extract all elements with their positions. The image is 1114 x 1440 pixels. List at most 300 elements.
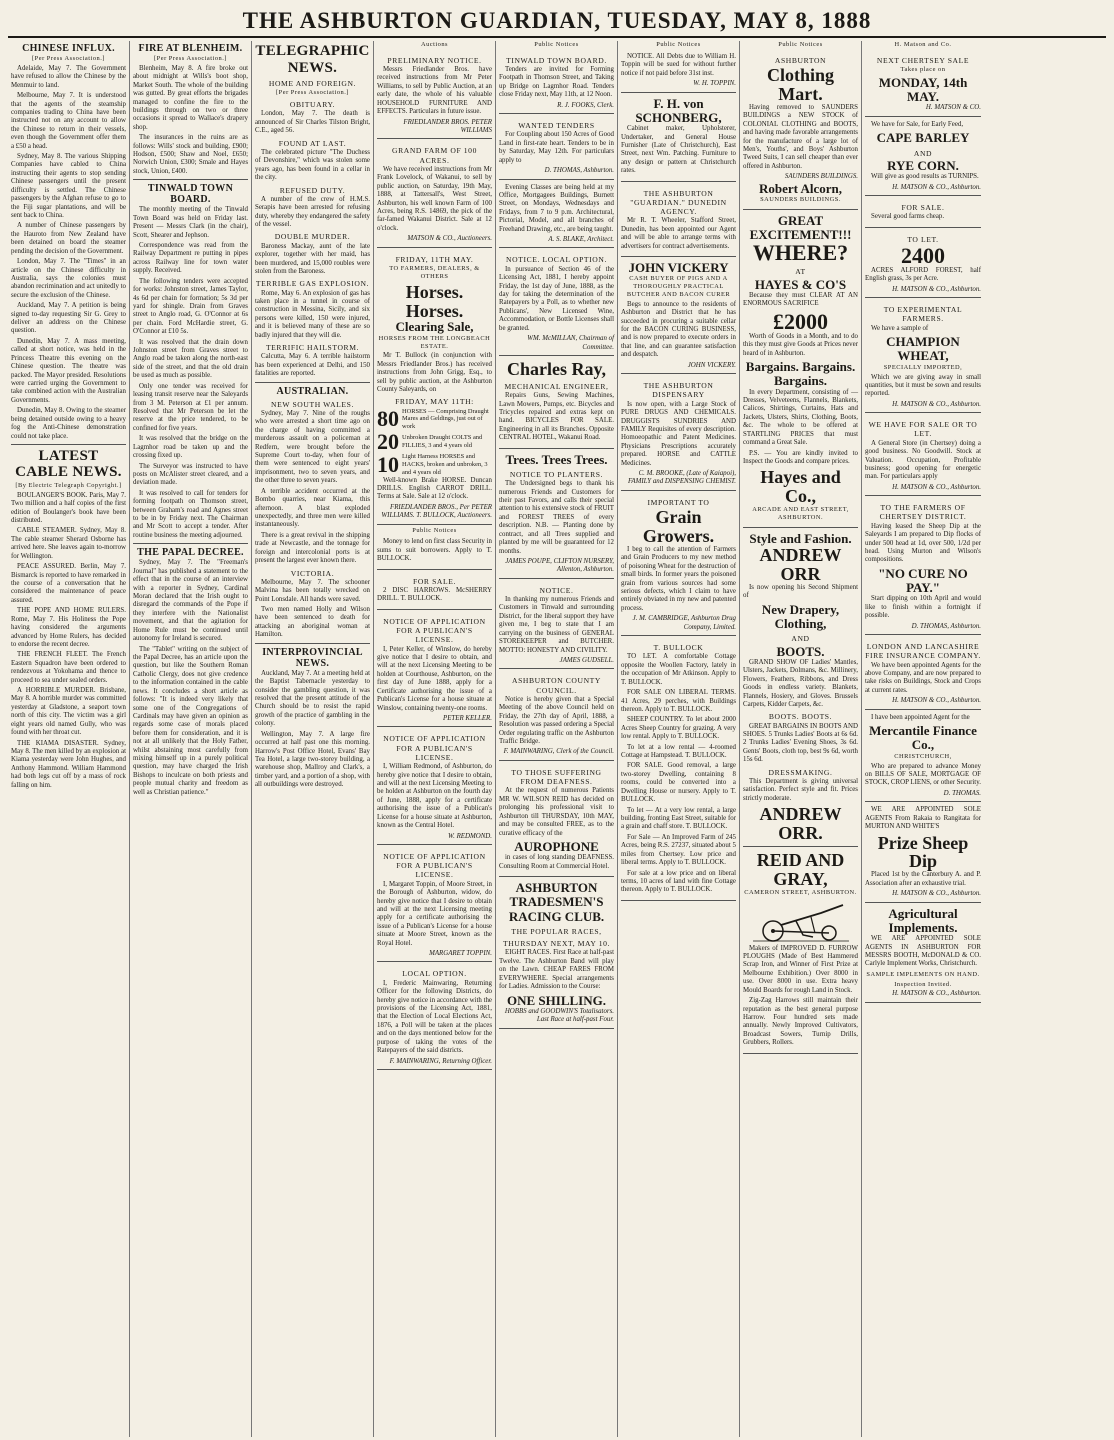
article-paragraph: Calcutta, May 6. A terrible hailstorm has been experienced at Delhi, and 150 fatalities are reported. — [255, 353, 370, 378]
ad-date: THURSDAY NEXT, MAY 10. — [502, 939, 611, 949]
column-label: Public Notices — [778, 41, 823, 48]
ad-preliminary-notice — [377, 51, 492, 140]
ad-grain-growers — [621, 493, 736, 636]
ad-farms-for-sale — [865, 198, 981, 228]
ad-body: A General Store (in Chertsey) doing a good business. No Goodwill. Stock at Valuation. Occupation, Profitable business; good opening for energetic man. For particulars apply — [865, 439, 981, 481]
ad-display-heading: Clothing, — [774, 616, 827, 632]
ad-body: P.S. — You are kindly invited to Inspect the Goods and compare prices. — [743, 449, 858, 465]
article-paragraph: It was resolved that the bridge on the Lagmhor road be taken up and the crossing fixed up. — [133, 435, 248, 460]
article-paragraph: Dunedin, May 8. Owing to the steamer being detained outside owing to a heavy fog the Anti-Chinese demonstration could not take place. — [11, 407, 126, 440]
ad-subheading: SAMPLE IMPLEMENTS ON HAND. — [866, 970, 980, 978]
ad-body: Placed 1st by the Canterbury A. and P. Association after an exhaustive trial. — [865, 871, 981, 887]
ad-signature: H. MATSON & CO., Ashburton. — [892, 890, 981, 898]
ad-body: I, Peter Keller, of Winslow, do hereby give notice that I desire to obtain, and will at the next Licensing Meeting to be holden at Courthouse, Ashburton, on the first day of June 1888, apply for a Certificate authorising the issue of a Publican's License for a house situate at Winslow, containing twenty-one rooms. — [377, 645, 492, 712]
ad-subheading: BOOTS. BOOTS. — [768, 712, 833, 722]
ad-body: Mr R. T. Wheeler, Stafford Street, Dunedin, has been appointed our Agent and will be able to arrange terms with advertisers for contract advertisements. — [621, 217, 736, 250]
ad-signature: JAMES GUDSELL. — [559, 657, 614, 665]
ad-subheading: HORSES FROM THE LONGBEACH ESTATE. — [378, 334, 491, 350]
ad-money-to-lend — [377, 536, 492, 569]
ad-display-heading: ANDREW ORR — [759, 545, 842, 584]
column-1 — [8, 41, 130, 1437]
ad-charles-ray — [499, 358, 614, 449]
ad-signature: MARGARET TOPPIN. — [429, 950, 492, 958]
article-paragraph: THE POPE AND HOME RULERS. Rome, May 7. His Holiness the Pope having considered the arguments advanced by Home Rulers, has decided to endorse the recent decree. — [11, 607, 126, 648]
ad-body: GRAND SHOW OF Ladies' Mantles, Ulsters, Jackets, Dolmans, &c. Millinery, Flowers, Feathers, Ribbons, and Dress Goods in endless variety. Blankets, Flannels, Hosiery, and Gloves. Brussels Carpets, Kidder Carpets, &c. — [743, 658, 858, 708]
ad-body: WE ARE APPOINTED SOLE AGENTS From Rakaia to Rangitata for MURTON AND WHITE'S — [865, 806, 981, 831]
ad-body: In pursuance of Section 46 of the Licensing Act, 1881, I hereby appoint Friday, the 1st day of June, 1888, as the day for taking the determination of the Ratepayers by a Poll, as to whether new Publicans', New Licensed Wine, Accommodation, or Bottle Licenses shall be granted. — [499, 265, 614, 332]
article-paragraph: It was resolved to call for tenders for forming footpath on Thomson street, between Graham's road and Agnes street to be in by Friday next. The Chairman and Mr Scott to accept a tender. After routine business the meeting adjourned. — [133, 489, 248, 539]
column-6 — [618, 41, 740, 1437]
ad-county-council — [499, 671, 614, 760]
ad-local-option-notice — [499, 250, 614, 355]
ad-body: In every Department, consisting of — Dresses, Velveteens, Flannels, Blankets, Calicos, Shirtings, Curtains, Hats and Jackets, Ulsters, Shirts, Clothing, Boots, &c. The whole to be offered at STARTLING PRICES that must command a Great Sale. — [743, 388, 858, 447]
ad-display-heading: RYE CORN. — [887, 157, 959, 173]
ad-title: Clearing Sale, — [395, 319, 474, 335]
ad-body: We have been appointed Agents for the above Company, and are now prepared to take risks on Buildings, Stock and Crops at current rates. — [865, 661, 981, 694]
ad-signature: H. MATSON & CO., Ashburton. — [892, 990, 981, 998]
ad-body: Several good farms cheap. — [871, 213, 945, 221]
ad-bullock-listings — [621, 638, 736, 901]
article-paragraph: Melbourne, May 7. It is understood that the agents of the steamship companies trading to China have been instructed not on any account to allow the Chinese to return in their vessels, even though the Government offer them a £50 a head. — [11, 92, 126, 150]
article-paragraph: PEACE ASSURED. Berlin, May 7. Bismarck is reported to have remarked in the course of a conversation that he considered the maintenance of peace assured. — [11, 563, 126, 604]
ad-body: Tenders are invited for Forming Footpath in Thomson Street, and Taking up Bridge on Lagmhor Road. Tenders close Friday next, May 11th, at 12 Noon. — [499, 66, 614, 99]
ad-john-vickery — [621, 259, 736, 374]
ad-toppin-notice — [621, 51, 736, 93]
ad-body: I have been appointed Agent for the — [871, 713, 970, 721]
lot-row — [377, 408, 492, 431]
ad-heading: WANTED TENDERS — [518, 121, 595, 131]
ad-sheep-dip-chertsey — [865, 498, 981, 635]
press-credit: [Per Press Association.] — [276, 89, 349, 97]
ad-display-heading: WHERE? — [752, 240, 849, 266]
article-paragraph: The monthly meeting of the Tinwald Town Board was held on Friday last. Present — Messrs Clark (in the chair), Scott, Shearer and Jephson. — [133, 206, 248, 239]
article-paragraph: A number of the crew of H.M.S. Serapis have been arrested for refusing duty, whereby they endangered the safety of the vessel. — [255, 195, 370, 229]
ad-body: Notice is hereby given that a Special Meeting of the above Council held on Friday, the 27th day of April, 1888, a Resolution was passed ordering a Special Order regulating traffic on the Ashburton Traffic Bridge. — [499, 695, 614, 746]
article-paragraph: THE KIAMA DISASTER. Sydney, May 8. The men killed by an explosion at Kiama yesterday were John Hughes, and Anthony Hammond. William Hammond had both legs cut off by a mass of rock falling on him. — [11, 739, 126, 789]
ad-body: FOR SALE. Good removal, a large two-storey Dwelling, containing 8 rooms, could be converted into a Dwelling House or nursery. Apply to T. BULLOCK. — [621, 762, 736, 804]
ad-body: This Department is giving universal satisfaction. Perfect style and fit. Prices strictly moderate. — [743, 778, 858, 802]
ad-signature: W. REDMOND. — [448, 832, 492, 840]
article-paragraph: Auckland, May 7. At a meeting held at the Baptist Tabernacle yesterday to consider the gambling question, it was resolved that the present attitude of the Church should be to resist the rapid growth of the practice of gambling in the colony. — [255, 669, 370, 728]
ad-display-heading: F. H. von SCHONBERG, — [635, 95, 722, 125]
ad-display-heading: Horses. Horses. — [405, 281, 464, 321]
ad-body: Zig-Zag Harrows still maintain their reputation as the best general purpose Harrow. Four hundred sets made annually. Newly Improved Cultivators, Broadcast Sowers, Turnip Drills, Grubbers, Rollers. — [743, 997, 858, 1047]
ad-body: Having leased the Sheep Dip at the Saleyards I am prepared to Dip flocks of under 500 head at 1d, over 500, 1/2d per head. Using Murton and Wilson's compositions. — [865, 522, 981, 564]
ad-display-heading: BOOTS. — [776, 643, 825, 659]
ad-body: TO LET. A comfortable Cottage opposite the Woollen Factory, lately in the occupation of Mr Atkinson. Apply to T. BULLOCK. — [621, 653, 736, 686]
ad-body: Evening Classes are being held at my Office, Mortgagees Buildings, Burnett Street, on Mondays, Wednesdays and Fridays, from 7 to 9 p.m. Architectural, Pictorial, Model, and all branches of Freehand Drawing, etc., are being taught. — [499, 183, 614, 233]
ad-body: At the request of numerous Patients MR W. WILSON REID has decided on prolonging his professional visit to Ashburton till THURSDAY, 10th MAY, and may be consulted FREE, as to the curative efficacy of the — [499, 787, 614, 837]
article-paragraph: Only one tender was received for leasing transit reserve near the Saleyards from 3 M. Peterson at £1 per annum. Resolved that Mr Peterson be let the reserve at the price tendered, to be confined for five years. — [133, 382, 248, 432]
ad-heading: LONDON AND LANCASHIRE FIRE INSURANCE COMPANY. — [865, 642, 981, 661]
ad-heading: GRAND FARM OF 100 ACRES. — [392, 146, 477, 165]
ad-display-heading: "NO CURE NO PAY." — [878, 565, 968, 596]
ad-body: Because they must CLEAR AT AN ENORMOUS SACRIFICE — [743, 291, 858, 308]
ad-tinwald-tenders — [499, 51, 614, 114]
ad-heading: FOR SALE. — [901, 203, 945, 212]
headline-latest-cable-news: LATEST CABLE NEWS. — [15, 447, 122, 481]
ad-display-heading: CAPE BARLEY — [876, 130, 970, 146]
ad-heading: NOTICE. — [539, 585, 574, 595]
ad-andrew-orr — [743, 530, 858, 847]
ad-heading: NOTICE. LOCAL OPTION. — [506, 255, 607, 265]
ad-body: WE ARE APPOINTED SOLE AGENTS IN ASHBURTON FOR MESSRS BOOTH, McDONALD & CO. Carlyle Implement Works, Christchurch. — [865, 935, 981, 968]
divider — [133, 543, 248, 544]
ad-amount: £2000 — [773, 308, 828, 334]
ad-subheading: TO FARMERS, DEALERS, & OTHERS — [389, 264, 480, 280]
ad-signature: F. MAINWARING, Returning Officer. — [389, 1057, 492, 1065]
press-credit: [Per Press Association.] — [154, 55, 227, 62]
ad-subheading: NOTICE TO PLANTERS. — [509, 469, 604, 479]
ad-display-heading: CHAMPION WHEAT, — [886, 334, 960, 364]
ad-display-heading: Grain Growers. — [642, 507, 715, 547]
ad-heading: THE ASHBURTON DISPENSARY — [643, 381, 714, 400]
lot-row — [377, 431, 492, 453]
article-paragraph: London, May 7. The death is announced of Sir Charles Tilston Bright, C.E., aged 56. — [255, 110, 370, 135]
article-paragraph: The insurances in the ruins are as follows: Wills' stock and building, £900; Hodson, £500; Shaw and Noel, £650; Norwich Union, £300; Smale and Hayes stock, Union, £400. — [133, 134, 248, 175]
ad-display-heading: New Drapery, — [761, 601, 840, 617]
ad-heading: PRELIMINARY NOTICE. — [387, 55, 482, 65]
section-home-foreign: HOME AND FOREIGN. — [268, 79, 357, 88]
ad-display-heading: JOHN VICKERY — [628, 260, 729, 276]
column-8 — [862, 41, 984, 1437]
column-label: Auctions — [420, 41, 449, 48]
article-paragraph: Dunedin, May 7. A mass meeting, called at short notice, was held in the Princess Theatre this evening on the Chinese question. The theatre was packed. The Mayor presided. Resolutions were carried urging the Government to take combined action with the Australian Governments. — [11, 337, 126, 404]
article-paragraph: CABLE STEAMER. Sydney, May 8. The cable steamer Sherard Osborne has arrived here. She leaves again to-morrow for Wellington. — [11, 527, 126, 560]
ad-signature: JOHN VICKERY. — [687, 361, 736, 369]
ad-subheading: CAMERON STREET, ASHBURTON. — [744, 888, 857, 896]
column-4 — [374, 41, 496, 1437]
ad-subheading: DRESSMAKING. — [768, 767, 833, 777]
article-paragraph: Two men named Holly and Wilson have been sentenced to death for attacking an aboriginal woman at Hamilton. — [255, 606, 370, 639]
lot-text: Light Harness HORSES and HACKS, broken and unbroken, 3 and 4 years old — [402, 453, 488, 476]
ad-body: Begs to announce to the residents of Ashburton and District that he has succeeded in procuring a suitable cellar for the BACON CURING BUSINESS, and is now prepared to execute orders in that line, and can guarantee satisfaction and despatch. — [621, 300, 736, 359]
ad-connector: AT — [795, 267, 806, 277]
article-paragraph: Correspondence was read from the Railway Department re putting in pipes across Railway line for town water supply. Received. — [133, 241, 248, 275]
ad-signature: WM. McMILLAN, Chairman of Committee. — [527, 335, 614, 351]
ad-heading: THE ASHBURTON "GUARDIAN." DUNEDIN AGENCY. — [630, 188, 727, 217]
ad-body: Money to lend on first class Security in sums to suit borrowers. Apply to T. BULLOCK. — [377, 538, 492, 563]
ad-price: ONE SHILLING. — [507, 992, 606, 1008]
ad-display-heading: Prize Sheep Dip — [877, 832, 969, 872]
ad-subheading: SPECIALLY IMPORTED, — [883, 363, 963, 371]
column-label: Public Notices — [412, 526, 457, 534]
lot-number: 20 — [377, 429, 399, 455]
ad-body: Start dipping on 10th April and would like to finish within a fortnight if possible. — [865, 595, 981, 620]
headline-australian: AUSTRALIAN. — [276, 385, 349, 397]
ad-heading: TO EXPERIMENTAL FARMERS. — [883, 305, 963, 324]
ad-body: Makers of IMPROVED D. FURROW PLOUGHS (Made of Best Hammered Scrap Iron, and Winner of First Prize at Melbourne Exhibition.) Over 8000 in use. Over 8000 in use. Extra heavy Mould Boards for rough Land in Stock. — [743, 944, 858, 994]
ad-signature: H. MATSON & CO., Ashburton. — [892, 183, 981, 191]
ad-body: To let at a low rental — 4-roomed Cottage at Hampstead. T. BULLOCK. — [621, 743, 736, 760]
article-paragraph: It was resolved that the drain down Johnston street from Graves street to Anglo road be taken along the north-east side of the street, and that the old drain be used as much as possible. — [133, 338, 248, 380]
ad-body: Is now opening his Second Shipment of — [743, 583, 858, 600]
ad-deafness — [499, 763, 614, 877]
ad-body: We have received instructions from Mr Frank Lovelock, of Wakanui, to sell by public auction, on Saturday, 19th May, 1888, at Tattersall's, West Street, Ashburton, his well known Farm of 100 Acres, being R.S. 14869, the pick of the far-famed Wakanui District. Sale at 12 o'clock. — [377, 165, 492, 232]
ad-body: I, Frederic Mainwaring, Returning Officer for the following Districts, do hereby give notice in accordance with the provisions of the Licensing Act, 1881, that the Election of Local Elections Act, 1876, a Poll will be taken at the places and on the days mentioned below for the purpose of taking the votes of the Ratepayers of the said districts. — [377, 979, 492, 1055]
ad-body: For Sale — An Improved Farm of 245 Acres, being R.S. 27237, situated about 5 miles from Chertsey. Low price and liberal terms. Apply to T. BULLOCK. — [621, 833, 736, 867]
masthead: THE ASHBURTON GUARDIAN, TUESDAY, MAY 8, 1888 — [8, 6, 1106, 38]
column-label: Public Notices — [656, 41, 701, 48]
ad-reid-and-gray — [743, 849, 858, 1054]
ad-signature: PETER KELLER. — [442, 714, 492, 722]
ad-signature: H. MATSON & CO., Ashburton. — [892, 400, 981, 408]
subhead: TERRIBLE GAS EXPLOSION. — [255, 279, 370, 289]
ad-subheading: IMPORTANT TO — [647, 497, 710, 507]
lot-number: 10 — [377, 451, 399, 477]
ad-signature: A. S. BLAKE, Architect. — [548, 236, 614, 244]
ad-fire-insurance — [865, 637, 981, 710]
ad-display-heading: Robert Alcorn, — [758, 180, 843, 196]
ad-chertsey-sale — [865, 51, 981, 117]
ad-heading: TINWALD TOWN BOARD. — [506, 55, 607, 65]
ad-for-sale — [377, 572, 492, 610]
ad-body: Having removed to SAUNDERS BUILDINGS a NEW STOCK of COLONIAL CLOTHING and BOOTS, and having made favorable arrangements for the manufacture of a large lot of Men's, Youths', and Boys' Ashburton Tweed Suits, I can sell cheaper than ever offered in Ashburton. — [743, 103, 858, 170]
ad-body: Messrs Friedlander Bros. have received instructions from Mr Peter Williams, to sell by Public Auction, at an early date, the whole of his valuable HOUSEHOLD FURNITURE AND EFFECTS. Particulars in future issue. — [377, 66, 492, 116]
subhead: TERRIFIC HAILSTORM. — [265, 343, 360, 353]
ad-subheading: ARCADE AND EAST STREET, ASHBURTON. — [752, 506, 849, 521]
article-paragraph: The following tenders were accepted for works: Johnston street, James Taylor, 4s 6d per chain for formation; 5s 3d per yard for shingle. Drain from Graves street to Anglo road, G. O'Connor at 6s per chain. Ford McHardie street, G. O'Connor at £10 5s. — [133, 277, 248, 336]
article-paragraph: The Surveyor was instructed to have posts on McAlister street cleared, and a deviation made. — [133, 462, 248, 487]
ad-signature: SAUNDERS BUILDINGS. — [784, 173, 858, 181]
ad-body: To let — At a very low rental, a large building, fronting East Street, suitable for a grain and chaff store. T. BULLOCK. — [621, 806, 736, 831]
ad-body: Which we are giving away in small quantities, but it must be sown and results reported. — [865, 373, 981, 398]
ad-to-let-2400 — [865, 230, 981, 299]
ad-display-heading: Style and Fashion. — [749, 530, 852, 546]
ad-heading: FOR SALE. — [413, 576, 456, 586]
ad-body: EIGHT RACES. First Race at half-past Twelve. The Ashburton Band will play on the Lawn. CHEAP FARES FROM EVERYWHERE. Special arrangements for Ladies. Admission to the Course: — [499, 949, 614, 991]
ad-signature: D. THOMAS, Ashburton. — [911, 622, 981, 630]
column-label: H. Matson and Co. — [894, 41, 952, 48]
ad-display-heading: Charles Ray, — [507, 358, 606, 379]
ad-body: Is now open, with a Large Stock of PURE DRUGS AND CHEMICALS. DRUGGISTS SUNDRIES AND FAMILY Requisites of every description. Homoeopathic and Patent Medicines. Physicians Prescriptions accurately prepared. HORSE and CATTLE Medicines. — [621, 400, 736, 467]
column-3 — [252, 41, 374, 1437]
headline-fire-at-blenheim: FIRE AT BLENHEIM. — [138, 43, 243, 54]
subhead: VICTORIA. — [290, 568, 335, 578]
column-7 — [740, 41, 862, 1437]
ad-clothing-mart — [743, 51, 858, 210]
ad-display-heading: ANDREW ORR. — [759, 804, 842, 844]
ad-champion-wheat — [865, 300, 981, 413]
ad-date: FRIDAY, 11TH MAY. — [395, 254, 474, 264]
article-paragraph: A HORRIBLE MURDER. Brisbane, May 8. A horrible murder was committed yesterday at Gladstone, a seaport town north of this city. The victim was a girl eight years old named Gully, who was found with her throat cut. — [11, 687, 126, 737]
ad-subheading: MECHANICAL ENGINEER, — [504, 381, 609, 391]
ad-display-heading: Trees. Trees Trees. — [505, 451, 608, 467]
ad-racing-club — [499, 879, 614, 1029]
subhead: FOUND AT LAST. — [278, 138, 347, 148]
ad-signature: H. MATSON & CO., Ashburton. — [892, 285, 981, 293]
headline-interprovincial-news: INTERPROVINCIAL NEWS. — [262, 646, 363, 669]
article-paragraph: Melbourne, May 7. The schooner Malvina has been totally wrecked on Point Lonsdale. All hands were saved. — [255, 578, 370, 603]
ad-license-keller — [377, 612, 492, 728]
headline-telegraphic-news: TELEGRAPHIC NEWS. — [255, 43, 370, 76]
divider — [11, 444, 126, 445]
ad-display-heading: Bargains. Bargains. Bargains. — [745, 359, 856, 389]
ad-dunedin-agency — [621, 184, 736, 257]
ad-evening-classes — [499, 182, 614, 249]
ad-subheading: SAUNDERS BUILDINGS. — [760, 195, 841, 203]
ad-hayes — [743, 212, 858, 528]
headline-papal-decree: THE PAPAL DECREE. — [137, 547, 244, 559]
ad-body: Who are prepared to advance Money on BILLS OF SALE, MORTGAGE OF STOCK, CROP LIENS, or other Security. — [865, 762, 981, 787]
ad-signature: D. THOMAS, Ashburton. — [544, 167, 614, 175]
ad-subheading: CASH BUYER OF PIGS AND A THOROUGHLY PRACTICAL BUTCHER AND BACON CURER — [626, 275, 731, 298]
subhead: NEW SOUTH WALES. — [271, 399, 354, 409]
column-label: Public Notices — [534, 41, 579, 48]
ad-body: The Undersigned begs to thank his numerous Friends and Customers for their past Favors, and calls their special attention to his extensive stock of FRUIT and FOREST TREES of every description. N.B. — Planting done by contract, and all Trees supplied and planted by me will be guaranteed for 12 months. — [499, 480, 614, 555]
ad-cape-barley — [865, 119, 981, 196]
article-paragraph: Sydney, May 8. The various Shipping Companies have cabled to China instructing their agents to stop sending Chinese passengers until the present difficulty is settled. The Chinese passengers by the Afghan refuse to go to the Fiji sugar plantations, and will be sent back to China. — [11, 153, 126, 219]
column-2 — [130, 41, 252, 1437]
ad-grand-farm — [377, 141, 492, 247]
ad-display-heading: GREAT EXCITEMENT!!! — [749, 212, 852, 243]
article-paragraph: Blenheim, May 8. A fire broke out about midnight at Wills's boot shop, Market South. The whole of the building was gutted. By great efforts the brigades managed to confine the fire to the buildings through on two or three occasions it spread to Wallace's drapery shop. — [133, 64, 248, 131]
ad-display-heading: ASHBURTON TRADESMEN'S RACING CLUB. — [508, 880, 605, 924]
ad-display-heading: Clothing Mart. — [766, 65, 835, 104]
ad-heading: NEXT CHERTSEY SALE — [876, 55, 970, 65]
ad-heading: WE HAVE FOR SALE OR TO LET. — [868, 420, 978, 439]
ad-body: ACRES ALFORD FOREST, half English grass, 3s per Acre. — [865, 266, 981, 283]
headline-tinwald-town-board: TINWALD TOWN BOARD. — [147, 183, 234, 206]
article-paragraph: The "Tablet" writing on the subject of the Papal Decree, has an article upon the question, but like the Southern Roman Catholic Clergy, does not give credence to the information contained in the cable news. It concludes a short article as follows: "It is indeed very likely that some one of the Congregations of Cardinals may have given an opinion as regards some case of morals placed before them for consideration, and it is not at all unlikely that the Holy Father, whilst abstaining most carefully from mixing himself up in a purely political question, may have charged the Irish Bishops to inculcate on both priests and people mutual charity and freedom as well as Christian patience." — [133, 645, 248, 796]
article-paragraph: A terrible accident occurred at the Bombo quarries, near Kiama, this afternoon. A blast exploded unexpectedly, and three men were killed instantaneously. — [255, 487, 370, 529]
ad-signature: H. MATSON & CO., Ashburton. — [892, 483, 981, 491]
ad-body: 2 DISC HARROWS. McSHERRY DRILL. T. BULLOCK. — [377, 586, 492, 603]
ad-display-heading: Hayes and Co., — [760, 467, 841, 507]
article-paragraph: Baroness Mackay, aunt of the late explorer, together with her maid, has been murdered, and 15,000 roubles were stolen from the Baroness. — [255, 242, 370, 275]
ad-heading: ASHBURTON COUNTY COUNCIL. — [512, 676, 601, 695]
ad-signature: R. J. FOOKS, Clerk. — [557, 101, 614, 109]
ad-heading: T. BULLOCK — [653, 643, 704, 653]
ad-body: Will give as good results as TURNIPS. — [871, 173, 979, 181]
headline-chinese-influx: CHINESE INFLUX. — [22, 43, 115, 54]
ad-signature: H. MATSON & CO., Ashburton. — [892, 697, 981, 705]
ad-display-heading: Agricultural Implements. — [888, 905, 958, 935]
ad-body: Mr T. Bullock (in conjunction with Messrs Friedlander Bros.) has received instructions from John Grigg, Esq., to sell by public auction, at the Ashburton County Saleyards, on — [377, 352, 492, 393]
ad-amount: 2400 — [901, 242, 945, 268]
article-paragraph: There is a great revival in the shipping trade at Newcastle, and the tonnage for foreign and intercolonial ports is at present the largest ever known there. — [255, 531, 370, 565]
ad-subheading: Inspection Invited. — [894, 980, 952, 988]
lot-number: 80 — [377, 406, 399, 432]
ad-mercantile-finance — [865, 712, 981, 803]
article-paragraph: Sydney, May 7. Nine of the roughs who were arrested a short time ago on the charge of having committed a murderous assault on a policeman at Redfern, were brought before the Supreme Court to-day, when four of them were sentenced to eight years' imprisonment, two to seven years, and the other three to seven years. — [255, 409, 370, 485]
article-paragraph: The celebrated picture "The Duchess of Devonshire," which was stolen some years ago, has been found in a cellar in the city. — [255, 148, 370, 182]
ad-body: I, Margaret Toppin, of Moore Street, in the Borough of Ashburton, widow, do hereby give notice that I desire to obtain and will at the next Licensing meeting apply for a certificate authorising the issue of a Publican's License for a house situate at Moore Street, known as the Royal Hotel. — [377, 880, 492, 947]
columns — [8, 41, 1106, 1437]
ad-body: Worth of Goods in a Month, and to do this they must give Goods at Prices never heard of in Ashburton. — [743, 332, 858, 357]
ad-body: We have for Sale, for Early Feed, — [871, 120, 964, 128]
press-credit: [Per Press Association.] — [32, 55, 105, 62]
ad-heading: TO LET. — [907, 234, 939, 244]
ad-signature: JAMES POUPE, CLIFTON NURSERY, Allenton, Ashburton. — [505, 557, 614, 574]
ad-body: We have a sample of — [871, 324, 929, 332]
subhead: OBITUARY. — [289, 100, 336, 110]
ad-body: Repairs Guns, Sewing Machines, Lawn Mowers, Pumps, etc. Bicycles and Tricycles repaired and extras kept on hand. BICYCLES FOR SALE. Engineering in all its Branches. Opposite CENTRAL HOTEL, Wakanui Road. — [499, 392, 614, 442]
ad-local-option — [377, 964, 492, 1069]
ad-signature: FRIEDLANDER BROS. PETER WILLIAMS — [403, 118, 492, 135]
article-paragraph: THE FRENCH FLEET. The French Eastern Squadron have been ordered to rendezvous at Yokohama and thence to proceed to sea under sealed orders. — [11, 651, 126, 684]
ad-connector: AND — [791, 634, 810, 644]
ad-signature: F. MAINWARING, Clerk of the Council. — [503, 748, 614, 756]
divider — [255, 382, 370, 383]
ad-license-toppin — [377, 847, 492, 963]
ad-agricultural-implements — [865, 905, 981, 1003]
article-paragraph: Rome, May 6. An explosion of gas has taken place in a tunnel in course of construction in Messina, Sicily, and six persons were killed, 150 were injured, and it is believed many of these are so badly injured that they will die. — [255, 289, 370, 339]
ad-wanted-tenders — [499, 116, 614, 179]
ad-connector: AND — [913, 148, 933, 158]
ad-heading: TO THE FARMERS OF CHERTSEY DISTRICT. — [879, 503, 967, 522]
ad-body: I, William Redmond, of Ashburton, do hereby give notice that I desire to obtain, and will at the next Licensing Meeting to be holden at Ashburton on the fourth day of June, 1888, apply for a certificate authorising the issue of a Publican's License for a house situate at Ashburton, known as the Central Hotel. — [377, 763, 492, 830]
ad-subheading: THE POPULAR RACES, — [511, 926, 602, 936]
subhead: DOUBLE MURDER. — [274, 232, 351, 242]
article-paragraph: Wellington, May 7. A large fire occurred at half past one this morning. Harrow's Post Office Hotel, Evans' Bay Tea Hotel, a large two-storey building, a warehouse shop, Mallroy and Clark's, a timber yard, and a portion of a shop, with all outbuildings were destroyed. — [255, 730, 370, 789]
divider — [133, 179, 248, 180]
article-paragraph: BOULANGER'S BOOK. Paris, May 7. Two million and a half copies of the first edition of Boulanger's book have been distributed. — [11, 491, 127, 525]
ad-heading: NOTICE OF APPLICATION FOR A PUBLICAN'S LICENSE. — [383, 616, 486, 645]
copyright-credit: [By Electric Telegraph Copyright.] — [15, 481, 122, 489]
ad-horses-clearing-sale — [377, 250, 492, 525]
ad-display-heading: REID AND GRAY, — [756, 850, 845, 889]
ad-date: MONDAY, 14th MAY. — [878, 74, 968, 105]
ad-heading: NOTICE OF APPLICATION FOR A PUBLICAN'S LICENSE. — [383, 734, 486, 762]
ad-schonberg — [621, 95, 736, 182]
article-paragraph: Adelaide, May 7. The Government have refused to allow the Chinese by the Menmuir to land. — [11, 64, 126, 89]
ad-general-store — [865, 415, 981, 496]
ad-body: For Coupling about 150 Acres of Good Land in first-rate heart. Tenders to be in by Saturday, May 12th. For particulars apply to — [499, 131, 614, 164]
ad-signature: J. M. CAMBRIDGE, Ashburton Drug Company, Limited. — [632, 615, 736, 631]
ad-trees — [499, 451, 614, 579]
ad-body: GREAT BARGAINS IN BOOTS AND SHOES. 5 Trunks Ladies' Boots at 6s 6d. 2 Trunks Ladies' Evening Shoes, 3s 6d. Gents' Boots, cloth top, best 9s 6d, worth 15s 6d. — [743, 722, 858, 764]
ad-display-heading: HAYES & CO'S — [754, 276, 847, 292]
ad-subheading: ASHBURTON — [774, 55, 827, 65]
ad-signature: H. MATSON & CO. — [925, 104, 981, 112]
ad-body: Cabinet maker, Upholsterer, Undertaker, and General House Furnisher (Late of Christchurch), East Street, next Wm. Patching. Furniture to any design or pattern at Christchurch rates. — [621, 125, 736, 175]
ad-body: SHEEP COUNTRY. To let about 2000 Acres Sheep Country for grazing. A very low rental. Apply to T. BULLOCK. — [621, 716, 736, 741]
ad-dispensary — [621, 376, 736, 491]
ad-signature: MATSON & CO., Auctioneers. — [407, 235, 492, 243]
ad-signature: C. M. BROOKE, (Late of Kaiapoi), FAMILY and DISPENSING CHEMIST. — [628, 470, 736, 486]
ad-date: FRIDAY, MAY 11TH: — [395, 397, 474, 407]
ad-subheading: CHRISTCHURCH, — [894, 752, 952, 760]
article-paragraph: A number of Chinese passengers by the Hauroto from New Zealand have been detained on board the steamer pending the decision of the Government. — [11, 222, 126, 255]
ad-signature: HOBBS and GOODWIN'S Totalisators. Last Race at half-past Four. — [504, 1007, 614, 1024]
ad-heading: LOCAL OPTION. — [402, 969, 467, 979]
article-paragraph: Sydney, May 7. The "Freeman's Journal" has published a statement to the effect that in the course of an interview with a reporter in Sydney, Cardinal Moran declared that the Irish ought to disregard the commands of the Pope if they interfere with the Nationalist movement, and that the agitation for Home Rule must be continued until autonomy for Ireland is secured. — [133, 559, 248, 643]
ad-display-heading: Mercantile Finance Co., — [869, 723, 977, 753]
plough-illustration-icon — [751, 899, 851, 943]
ad-body: NOTICE. All Debts due to William H. Toppin will be sued for without further notice if not paid before 31st inst. — [621, 52, 736, 77]
article-paragraph: London, May 7. The "Times" in an article on the Chinese difficulty in Australia, says the colonies must abandon recrimination and act unitedly to secure the exclusion of the Chinese. — [11, 258, 126, 299]
ad-signature: FRIEDLANDER BROS., Per PETER WILLIAMS. T. BULLOCK, Auctioneers. — [381, 503, 492, 520]
ad-display-heading: AUROPHONE — [514, 838, 599, 854]
ad-heading: NOTICE OF APPLICATION FOR A PUBLICAN'S LICENSE. — [383, 851, 486, 880]
ad-subheading: Takes place on — [900, 66, 946, 74]
subhead: REFUSED DUTY. — [279, 185, 346, 195]
ad-license-redmond — [377, 729, 492, 845]
ad-prize-sheep-dip — [865, 804, 981, 902]
ad-body: FOR SALE ON LIBERAL TERMS. 41 Acres, 29 perches, with Buildings thereon. Apply to T. BULLOCK. — [621, 689, 736, 713]
ad-heading: TO THOSE SUFFERING FROM DEAFNESS. — [511, 767, 602, 787]
divider — [255, 643, 370, 644]
ad-signature: W. H. TOPPIN. — [693, 80, 736, 88]
ad-body: I beg to call the attention of Farmers and Grain Producers to my new method of poisoning Wheat for the destruction of small birds. In former years the poisoned grain from various sources had some serious defects, which I claim to have entirely obviated in my new and patented process. — [621, 545, 736, 612]
ad-body: in cases of long standing DEAFNESS. Consulting Room at Commercial Hotel. — [499, 854, 614, 870]
ad-storekeeper-notice — [499, 581, 614, 670]
lot-row — [377, 453, 492, 476]
article-paragraph: Auckland, May 7. A petition is being signed to-day requesting Sir G. Grey to deliver an address on the Chinese question. — [11, 302, 126, 335]
lot-text: HORSES — Comprising Draught Mares and Geldings, just out of work — [402, 407, 489, 431]
ad-body: For sale at a low price and on liberal terms, 10 acres of land with fine Cottage thereon. Apply to T. BULLOCK. — [621, 869, 736, 894]
